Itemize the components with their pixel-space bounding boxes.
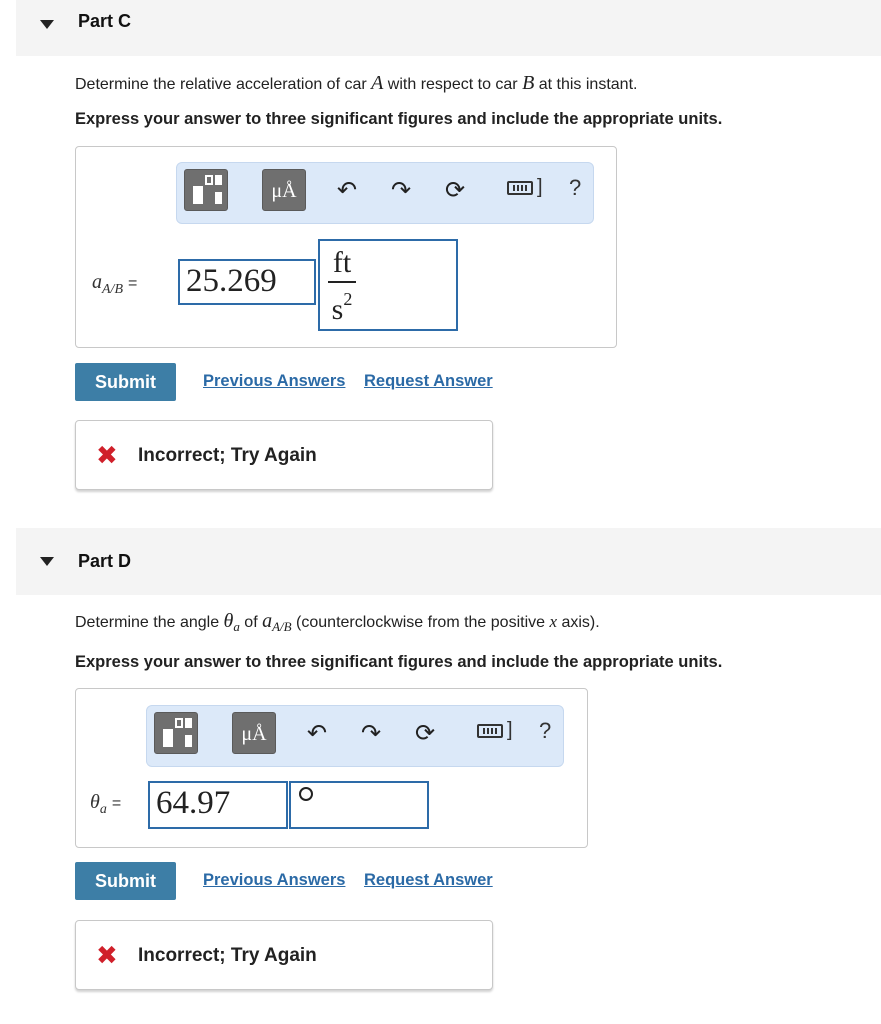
incorrect-x-icon: ✖: [96, 940, 118, 970]
unit-fraction: ft $s^2$: [326, 247, 358, 324]
redo-icon[interactable]: ↷: [391, 176, 412, 204]
part-d-feedback-text: Incorrect; Try Again: [138, 945, 317, 966]
keyboard-icon[interactable]: [477, 724, 503, 738]
reset-icon[interactable]: ⟳: [445, 176, 466, 204]
part-d-feedback: [75, 920, 493, 990]
part-c-answer-box: [75, 146, 617, 348]
part-d-prompt: Determine the angle $\theta_a$ of $a_{A/B}$ (counterclockwise from the positive x axis).: [75, 610, 600, 635]
part-c-prompt: Determine the relative acceleration of car A with respect to car B at this instant.: [75, 72, 638, 94]
part-d-unit-input[interactable]: [289, 781, 429, 829]
part-c-feedback-text: Incorrect; Try Again: [138, 445, 317, 466]
part-c-instruction: Express your answer to three significant figures and include the appropriate units.: [75, 110, 723, 128]
part-d-header[interactable]: [16, 528, 881, 595]
part-c-previous-answers-link[interactable]: Previous Answers: [203, 372, 346, 390]
units-button[interactable]: μÅ: [262, 169, 306, 211]
keyboard-bracket-icon: ]: [537, 176, 543, 198]
part-d-value-input[interactable]: 64.97: [148, 781, 288, 829]
keyboard-icon[interactable]: [507, 181, 533, 195]
collapse-caret-icon[interactable]: [40, 20, 54, 29]
part-c-unit-input[interactable]: [318, 239, 458, 331]
incorrect-x-icon: ✖: [96, 440, 118, 470]
help-button[interactable]: ?: [569, 175, 582, 200]
part-c-value-input[interactable]: 25.269: [178, 259, 316, 305]
units-button[interactable]: μÅ: [232, 712, 276, 754]
part-d-variable-label: $\theta_a$ =: [90, 791, 122, 817]
part-d-title: Part D: [78, 551, 132, 571]
redo-icon[interactable]: ↷: [361, 719, 382, 747]
templates-button[interactable]: [154, 712, 198, 754]
part-c-title: Part C: [78, 11, 132, 31]
part-d-instruction: Express your answer to three significant figures and include the appropriate units.: [75, 653, 723, 671]
part-c-variable-label: $a_{A/B}$ =: [92, 271, 138, 297]
undo-icon[interactable]: ↶: [307, 719, 328, 747]
help-button[interactable]: ?: [539, 718, 552, 743]
part-d-math-toolbar: [146, 705, 564, 767]
reset-icon[interactable]: ⟳: [415, 719, 436, 747]
templates-button[interactable]: [184, 169, 228, 211]
part-c-request-answer-link[interactable]: Request Answer: [364, 372, 493, 390]
keyboard-bracket-icon: ]: [507, 719, 513, 741]
part-c-submit-button[interactable]: Submit: [75, 363, 176, 401]
collapse-caret-icon[interactable]: [40, 557, 54, 566]
part-d-previous-answers-link[interactable]: Previous Answers: [203, 871, 346, 889]
part-c-feedback: [75, 420, 493, 490]
part-c-header[interactable]: [16, 0, 881, 56]
part-d-answer-box: [75, 688, 588, 848]
part-d-request-answer-link[interactable]: Request Answer: [364, 871, 493, 889]
part-c-math-toolbar: [176, 162, 594, 224]
part-d-submit-button[interactable]: Submit: [75, 862, 176, 900]
degree-icon: [299, 787, 313, 801]
undo-icon[interactable]: ↶: [337, 176, 358, 204]
